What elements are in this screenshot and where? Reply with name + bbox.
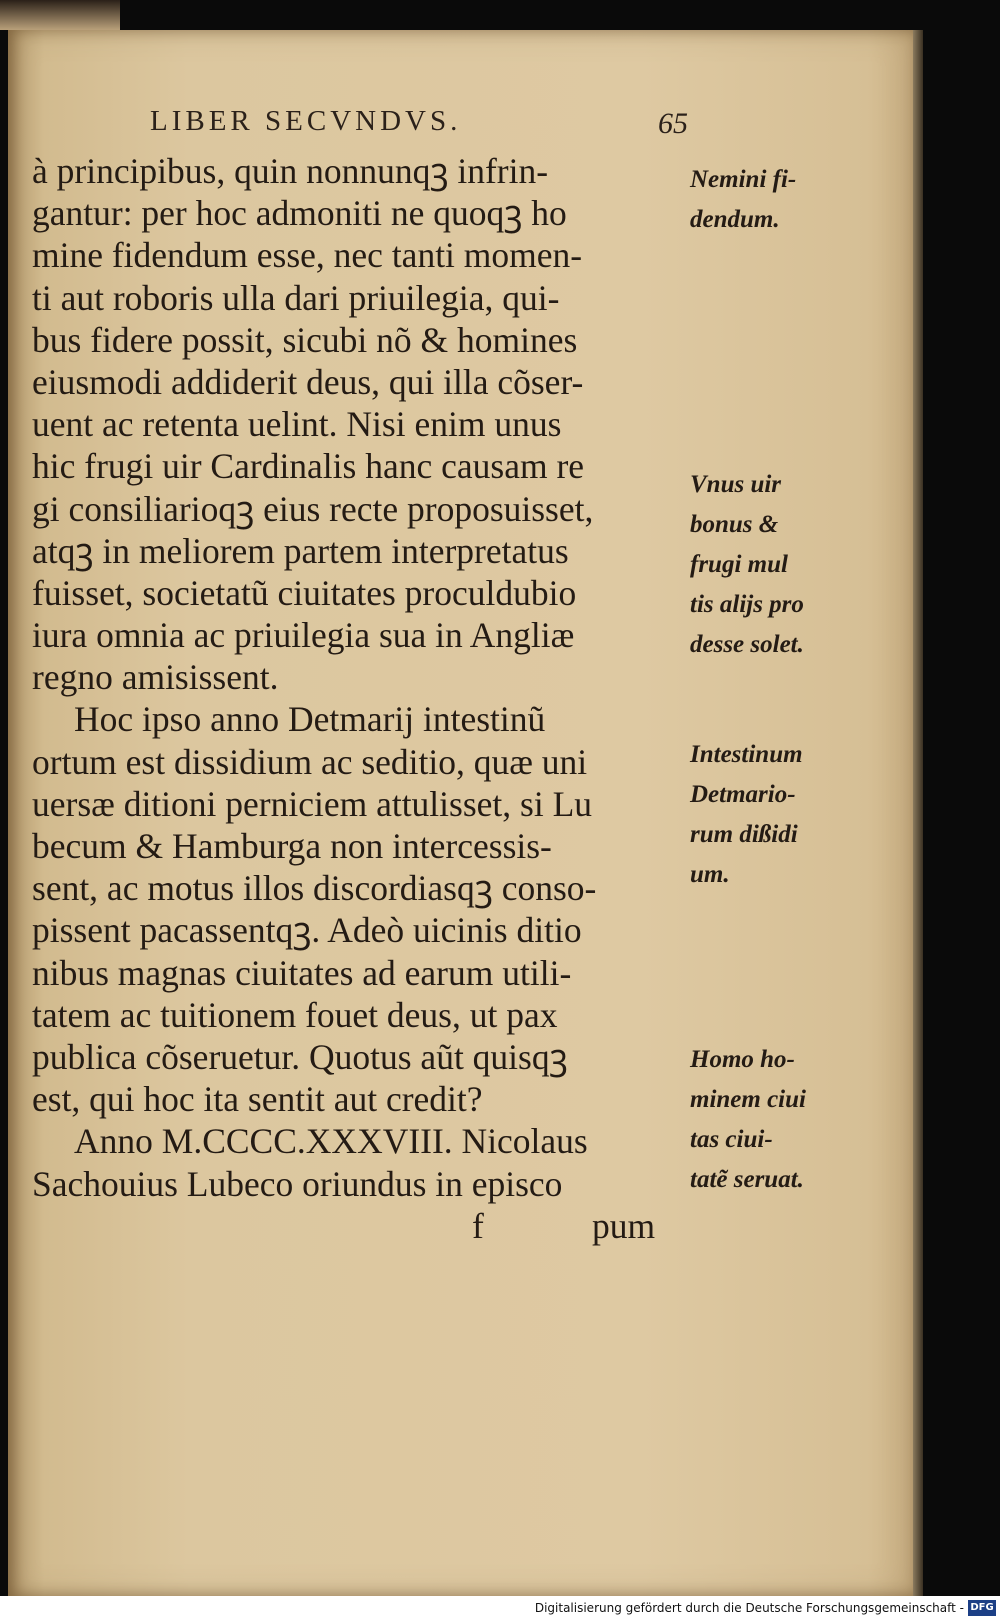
margin-note-line: Nemini fi-: [690, 166, 797, 193]
text-line: publica cõseruetur. Quotus aũt quisqꝫ: [32, 1036, 568, 1077]
text-line: uent ac retenta uelint. Nisi enim unus: [32, 404, 562, 445]
margin-note-line: rum dißidi: [690, 821, 798, 848]
margin-note-line: frugi mul: [690, 551, 788, 578]
page-edge: [913, 30, 923, 1596]
text-line: gi consiliarioqꝫ eius recte proposuisset,: [32, 488, 594, 529]
text-line: Hoc ipso anno Detmarij intestinũ: [74, 699, 546, 740]
text-line: eiusmodi addiderit deus, qui illa cõser-: [32, 361, 584, 402]
binding-edge: [0, 0, 120, 30]
text-line: pissent pacassentqꝫ. Adeò uicinis ditio: [32, 910, 582, 951]
text-line: gantur: per hoc admoniti ne quoqꝫ ho: [32, 193, 567, 234]
text-line: mine fidendum esse, nec tanti momen-: [32, 235, 583, 276]
margin-note: [690, 160, 850, 240]
text-line: becum & Hamburga non intercessis-: [32, 826, 552, 866]
margin-note-line: dendum.: [690, 206, 780, 233]
signature-mark: f: [472, 1205, 484, 1246]
margin-note-line: Intestinum: [690, 741, 803, 768]
text-line: sent, ac motus illos discordiasqꝫ conso-: [32, 868, 597, 909]
text-line: Anno M.CCCC.XXXVIII. Nicolaus: [74, 1121, 588, 1162]
text-line: iura omnia ac priuilegia sua in Angliæ: [32, 615, 575, 656]
margin-note: [690, 1040, 850, 1200]
margin-note-line: Homo ho-: [690, 1046, 795, 1073]
margin-note: [690, 465, 850, 665]
text-line: fuisset, societatũ ciuitates proculdubio: [32, 572, 577, 613]
margin-note-line: minem ciui: [690, 1086, 806, 1113]
text-line: bus fidere possit, sicubi nõ & homines: [32, 319, 578, 360]
margin-note-line: um.: [690, 861, 730, 888]
text-line: nibus magnas ciuitates ad earum utili-: [32, 952, 572, 993]
margin-note-line: Vnus uir: [690, 471, 782, 498]
margin-note-line: bonus &: [690, 511, 779, 538]
text-line: atqꝫ in meliorem partem interpretatus: [32, 530, 569, 571]
text-line: ti aut roboris ulla dari priuilegia, qui-: [32, 277, 560, 318]
margin-note: [690, 735, 850, 895]
text-line: regno amisissent.: [32, 657, 279, 698]
margin-note-line: tis alijs pro: [690, 591, 804, 618]
text-line: tatem ac tuitionem fouet deus, ut pax: [32, 994, 558, 1035]
text-line: uersæ ditioni perniciem attulisset, si Lu: [32, 783, 593, 824]
text-line: ortum est dissidium ac seditio, quæ uni: [32, 741, 588, 782]
text-line: Sachouius Lubeco oriundus in episco: [32, 1163, 563, 1204]
funding-credit: Digitalisierung gefördert durch die Deutsche Forschungsgemeinschaft -: [534, 1601, 964, 1615]
margin-note-line: Detmario-: [690, 781, 796, 808]
footer-bar: [0, 1596, 1000, 1621]
margin-note-line: desse solet.: [690, 631, 804, 658]
text-line: est, qui hoc ita sentit aut credit?: [32, 1079, 483, 1120]
text-line: hic frugi uir Cardinalis hanc causam re: [32, 446, 585, 487]
margin-note-line: tas ciui-: [690, 1126, 773, 1153]
catchword: pum: [592, 1205, 656, 1246]
margin-note-line: tatẽ seruat.: [690, 1166, 804, 1193]
dfg-logo-icon: DFG: [968, 1600, 996, 1616]
body-text: [32, 150, 692, 1247]
custos-line: [32, 1205, 692, 1247]
running-title: LIBER SECVNDVS.: [150, 105, 462, 137]
text-line: à principibus, quin nonnunqꝫ infrin-: [32, 151, 549, 191]
folio-number: 65: [658, 107, 688, 140]
running-head: [150, 105, 690, 145]
